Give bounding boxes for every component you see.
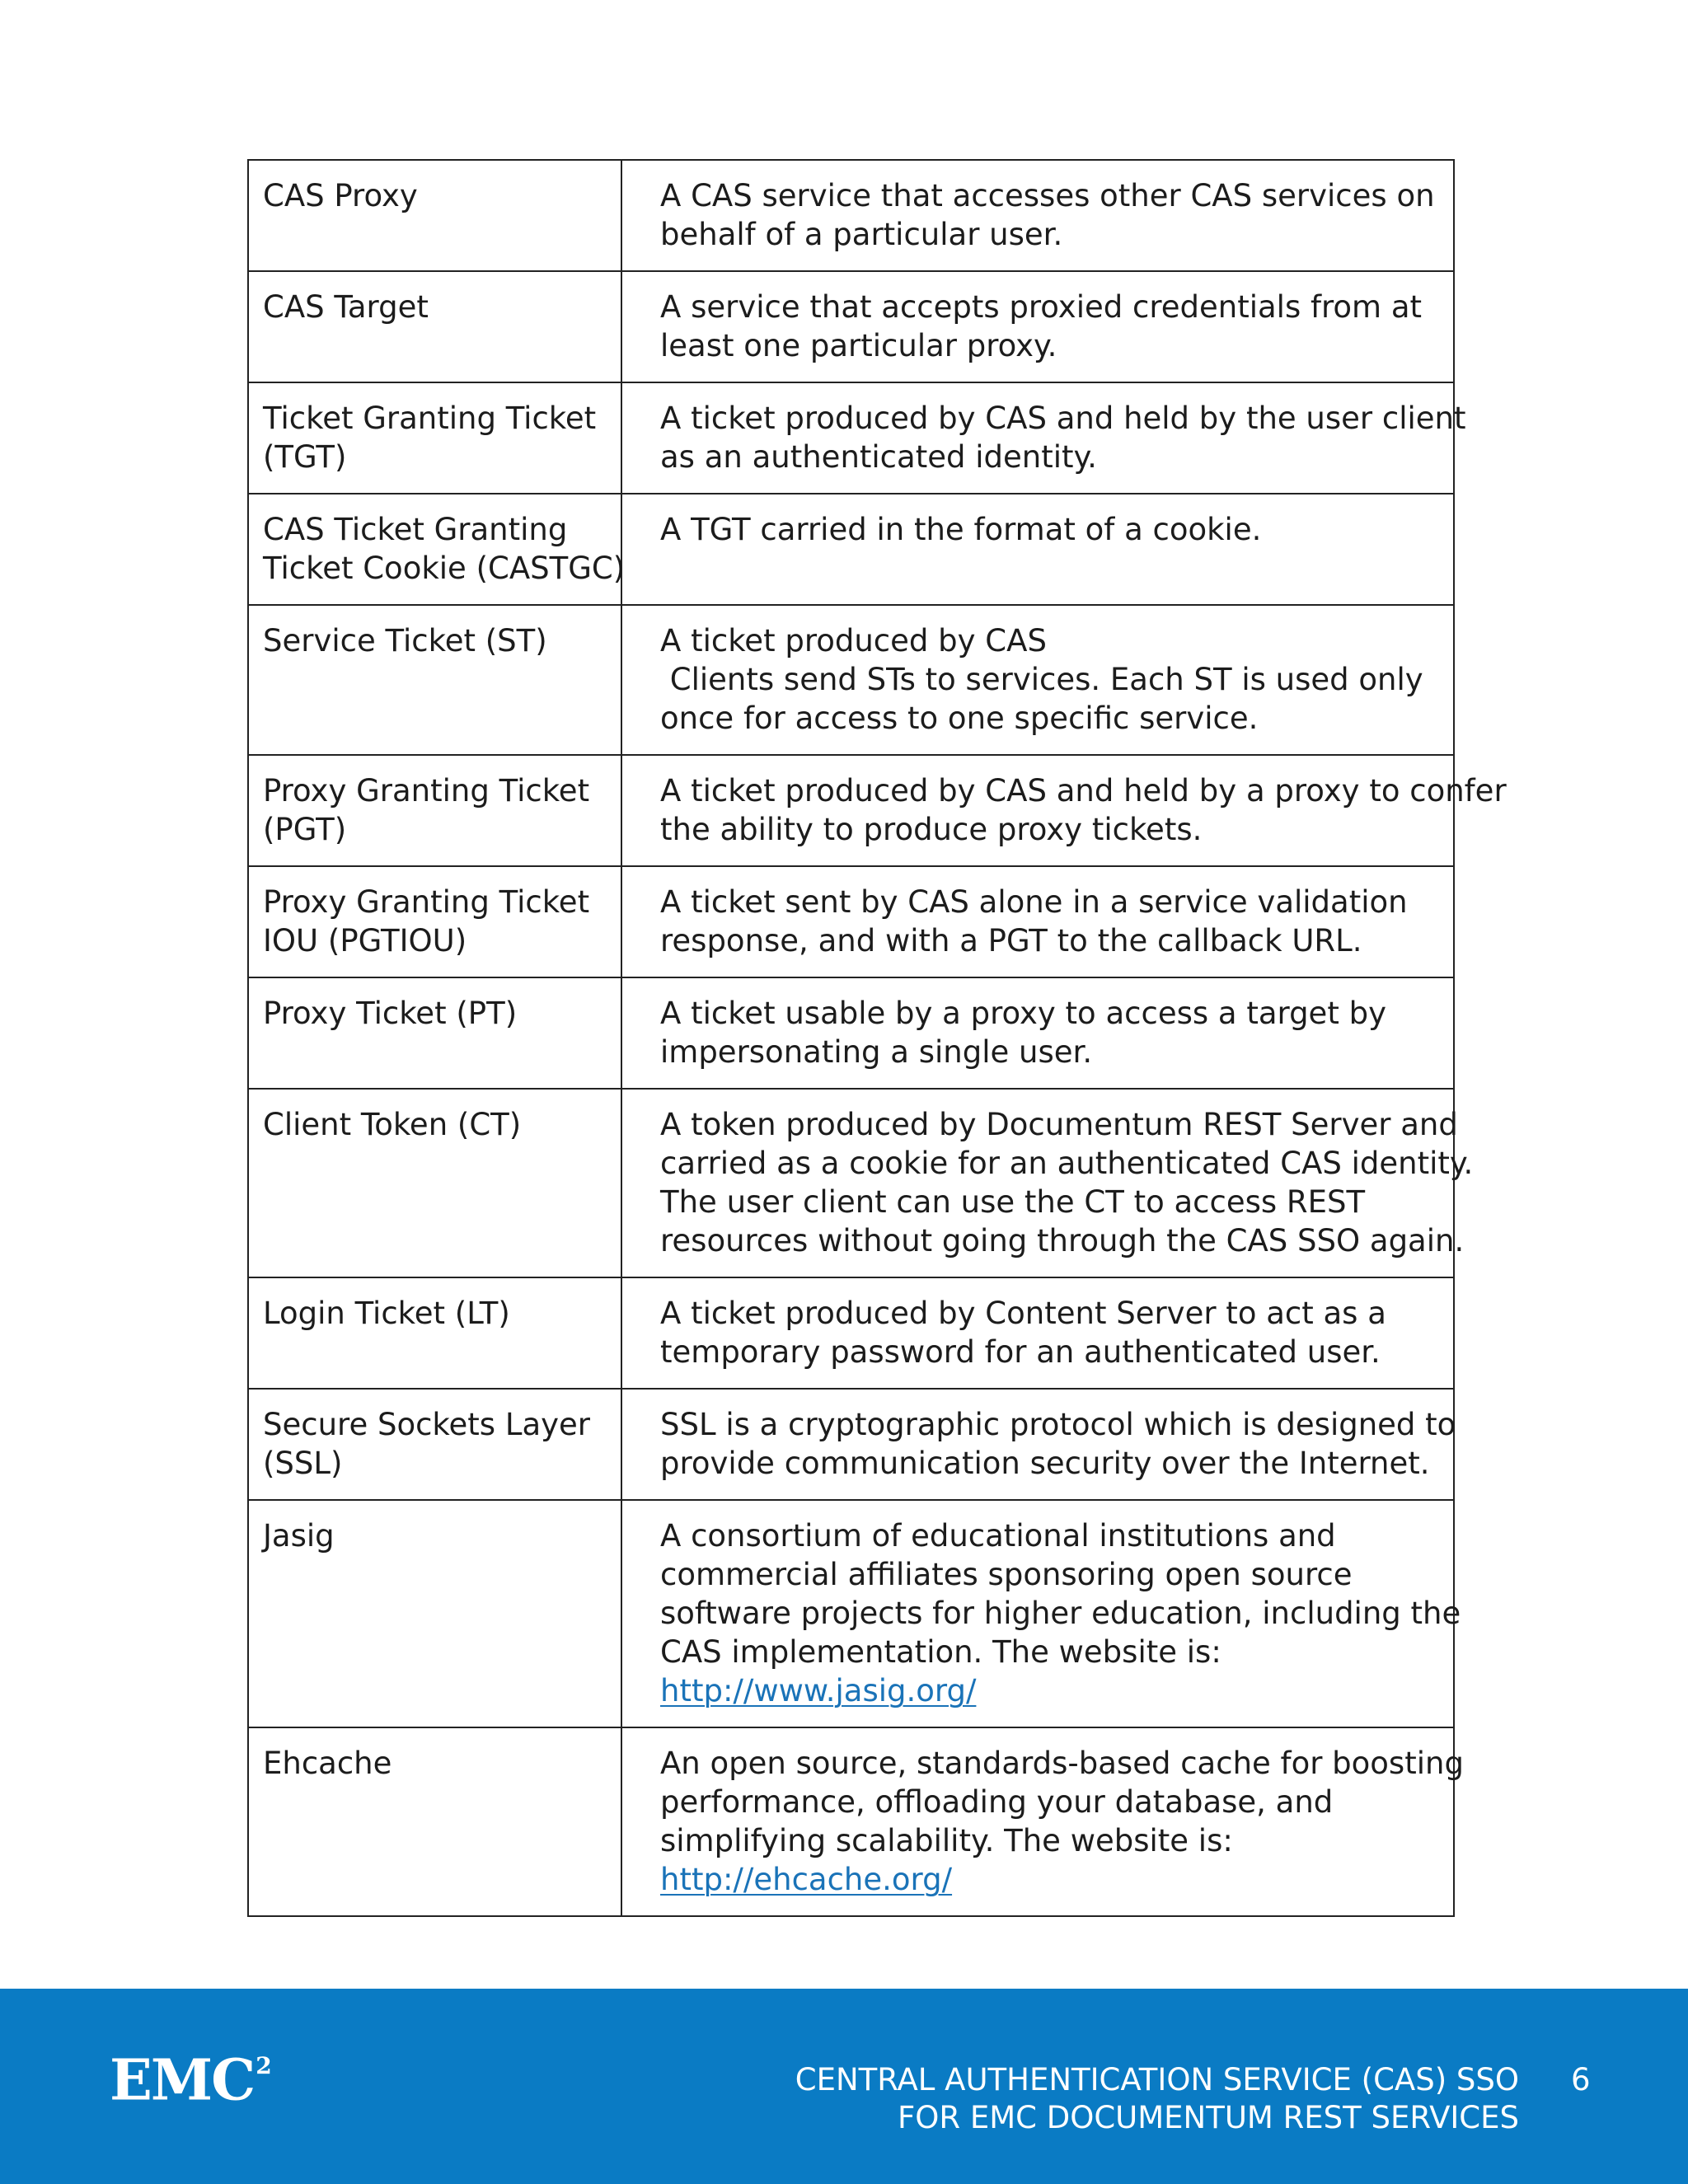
table-row [248, 1089, 1454, 1277]
table-row [248, 1727, 1454, 1916]
table-row [248, 605, 1454, 755]
term-cell [248, 1089, 621, 1277]
table-row [248, 494, 1454, 605]
term-cell [248, 755, 621, 866]
term-text: Proxy Granting Ticket [263, 884, 590, 920]
emc-logo [110, 2043, 270, 2114]
glossary-body [248, 160, 1507, 1916]
table-row [248, 1277, 1454, 1389]
definition-text: provide communication security over the Internet. [660, 1446, 1430, 1481]
definition-cell [621, 160, 1454, 271]
footer-title-line-2: FOR EMC DOCUMENTUM REST SERVICES [897, 2100, 1519, 2135]
term-text: Jasig [263, 1518, 335, 1554]
definition-text: A consortium of educational institutions and [660, 1518, 1336, 1554]
term-text: Ticket Cookie (CASTGC) [263, 551, 626, 586]
definition-text: A ticket produced by CAS and held by a proxy to confer [660, 773, 1507, 808]
definition-text: simplifying scalability. The website is: [660, 1823, 1233, 1858]
term-text: Client Token (CT) [263, 1107, 522, 1142]
definition-cell [621, 605, 1454, 755]
logo-superscript: 2 [256, 2052, 270, 2079]
definition-text: A service that accepts proxied credentials from at [660, 289, 1423, 325]
definition-text: the ability to produce proxy tickets. [660, 812, 1203, 847]
term-text: CAS Ticket Granting [263, 512, 568, 547]
definition-text: performance, offloading your database, and [660, 1784, 1334, 1820]
term-text: (TGT) [263, 439, 347, 475]
definition-text: A ticket usable by a proxy to access a target by [660, 996, 1386, 1031]
table-row [248, 1389, 1454, 1500]
table-row [248, 977, 1454, 1089]
definition-cell [621, 1389, 1454, 1500]
term-cell [248, 1727, 621, 1916]
term-text: Ticket Granting Ticket [263, 401, 597, 436]
table-row [248, 382, 1454, 494]
term-text: Proxy Granting Ticket [263, 773, 590, 808]
glossary-table [247, 159, 1507, 1917]
definition-text: An open source, standards-based cache for boosting [660, 1746, 1464, 1781]
table-row [248, 160, 1454, 271]
term-cell [248, 866, 621, 977]
term-text: (PGT) [263, 812, 347, 847]
term-text: Login Ticket (LT) [263, 1296, 510, 1331]
term-cell [248, 1500, 621, 1727]
definition-cell [621, 1727, 1464, 1916]
definition-text: A ticket produced by CAS and held by the user client [660, 401, 1466, 436]
definition-text: least one particular proxy. [660, 328, 1057, 363]
definition-text: as an authenticated identity. [660, 439, 1097, 475]
definition-cell [621, 271, 1454, 382]
definition-text: response, and with a PGT to the callback URL. [660, 923, 1362, 958]
definition-cell [621, 494, 1454, 605]
table-row [248, 1500, 1454, 1727]
definition-text: The user client can use the CT to access REST [660, 1184, 1366, 1220]
definition-text: CAS implementation. The website is: [660, 1634, 1221, 1670]
definition-text: A ticket produced by Content Server to act as a [660, 1296, 1386, 1331]
term-text: Proxy Ticket (PT) [263, 996, 518, 1031]
definition-cell [621, 977, 1454, 1089]
term-cell [248, 160, 621, 271]
definition-cell [621, 1089, 1474, 1277]
definition-text: A TGT carried in the format of a cookie. [660, 512, 1262, 547]
term-text: Ehcache [263, 1746, 392, 1781]
term-cell [248, 605, 621, 755]
footer-document-title [795, 2061, 1519, 2137]
term-text: CAS Proxy [263, 178, 418, 213]
definition-cell [621, 1277, 1454, 1389]
definition-text: impersonating a single user. [660, 1034, 1093, 1070]
logo-text: EMC [110, 2047, 255, 2114]
definition-text: once for access to one specific service. [660, 701, 1259, 736]
definition-cell [621, 382, 1466, 494]
definition-text: resources without going through the CAS SSO again. [660, 1223, 1465, 1258]
term-cell [248, 1277, 621, 1389]
term-text: CAS Target [263, 289, 429, 325]
page-footer [0, 1989, 1688, 2184]
table-row [248, 271, 1454, 382]
definition-cell [621, 866, 1454, 977]
definition-text: A CAS service that accesses other CAS services on [660, 178, 1435, 213]
footer-title-line-1: CENTRAL AUTHENTICATION SERVICE (CAS) SSO [795, 2062, 1519, 2097]
term-text: Secure Sockets Layer [263, 1407, 591, 1442]
term-cell [248, 1389, 621, 1500]
term-cell [248, 271, 621, 382]
website-link[interactable]: http://www.jasig.org/ [660, 1673, 977, 1708]
definition-text: carried as a cookie for an authenticated CAS identity. [660, 1146, 1474, 1181]
definition-text: A token produced by Documentum REST Server and [660, 1107, 1458, 1142]
term-cell [248, 494, 626, 605]
definition-text: software projects for higher education, including the [660, 1596, 1461, 1631]
definition-cell [621, 1500, 1461, 1727]
definition-text: temporary password for an authenticated user. [660, 1334, 1381, 1370]
term-text: Service Ticket (ST) [263, 623, 547, 658]
definition-text: A ticket produced by CAS [660, 623, 1047, 658]
website-link[interactable]: http://ehcache.org/ [660, 1862, 953, 1897]
definition-text: SSL is a cryptographic protocol which is designed to [660, 1407, 1456, 1442]
table-row [248, 866, 1454, 977]
table-row [248, 755, 1454, 866]
definition-text: commercial affiliates sponsoring open source [660, 1557, 1353, 1592]
definition-text: behalf of a particular user. [660, 217, 1063, 252]
page-number: 6 [1571, 2062, 1591, 2097]
definition-cell [621, 755, 1507, 866]
term-cell [248, 382, 621, 494]
definition-text: Clients send STs to services. Each ST is used only [660, 662, 1423, 697]
term-text: (SSL) [263, 1446, 343, 1481]
term-text: IOU (PGTIOU) [263, 923, 467, 958]
term-cell [248, 977, 621, 1089]
definition-text: A ticket sent by CAS alone in a service validation [660, 884, 1408, 920]
